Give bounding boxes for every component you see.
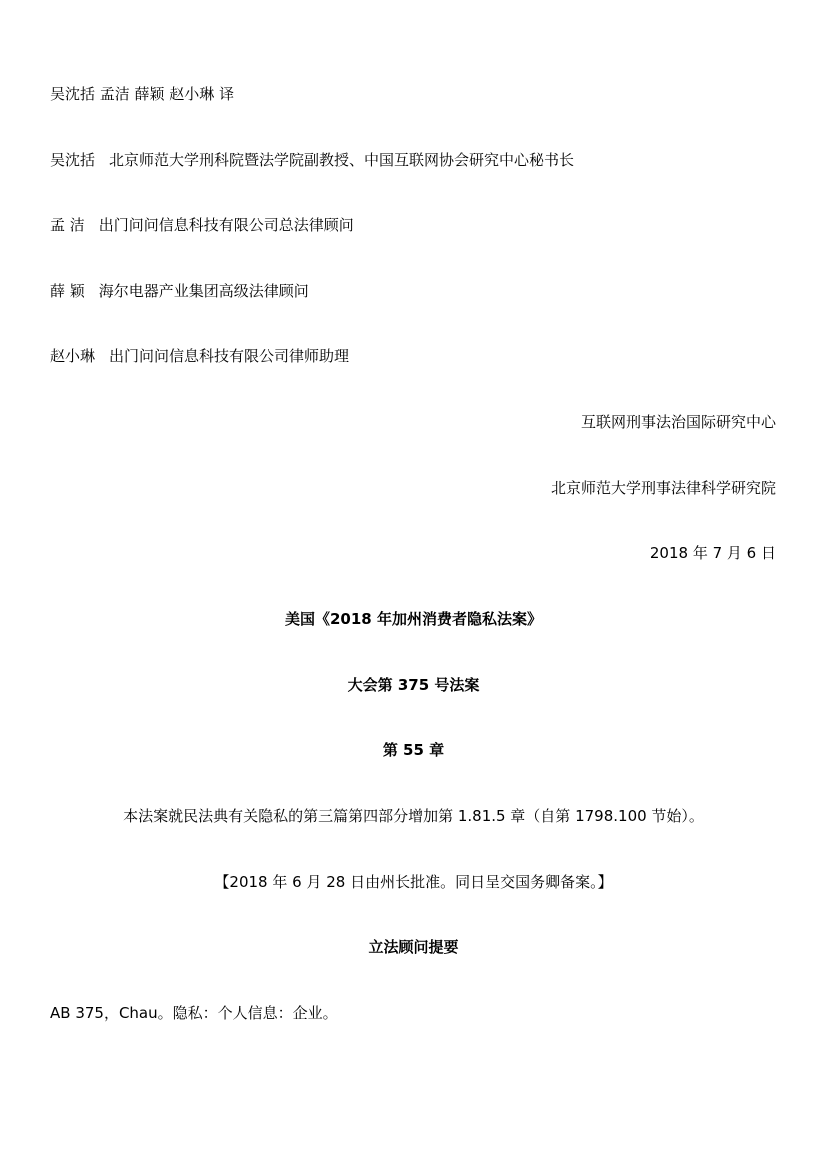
author-row-1 [50, 150, 574, 170]
author-name: 薛 颖 [50, 282, 85, 300]
organization-1: 互联网刑事法治国际研究中心 [580, 413, 776, 431]
author-name: 赵小琳 [50, 347, 96, 365]
author-name: 吴沈括 [50, 151, 96, 169]
approval-note: 【2018 年 6 月 28 日由州长批准。同日呈交国务卿备案。】 [214, 873, 613, 891]
author-row-2 [50, 215, 354, 235]
bill-number: 大会第 375 号法案 [347, 676, 480, 694]
author-row-4 [50, 346, 349, 366]
intro-paragraph: 本法案就民法典有关隐私的第三篇第四部分增加第 1.81.5 章（自第 1798.100 节始）。 [123, 807, 704, 825]
author-title: 海尔电器产业集团高级法律顾问 [98, 282, 309, 300]
date: 2018 年 7 月 6 日 [649, 544, 776, 562]
author-name: 孟 洁 [50, 216, 85, 234]
translators-line: 吴沈括 孟洁 薛颖 赵小琳 译 [50, 85, 235, 103]
digest-heading: 立法顾问提要 [368, 938, 459, 956]
organization-2: 北京师范大学刑事法律科学研究院 [550, 479, 776, 497]
author-title: 出门问问信息科技有限公司总法律顾问 [98, 216, 354, 234]
author-title: 北京师范大学刑科院暨法学院副教授、中国互联网协会研究中心秘书长 [109, 151, 575, 169]
chapter-number: 第 55 章 [382, 741, 445, 759]
author-row-3 [50, 281, 309, 301]
digest-line: AB 375，Chau。隐私：个人信息：企业。 [50, 1004, 338, 1022]
author-title: 出门问问信息科技有限公司律师助理 [109, 347, 350, 365]
document-title: 美国《2018 年加州消费者隐私法案》 [285, 610, 542, 628]
